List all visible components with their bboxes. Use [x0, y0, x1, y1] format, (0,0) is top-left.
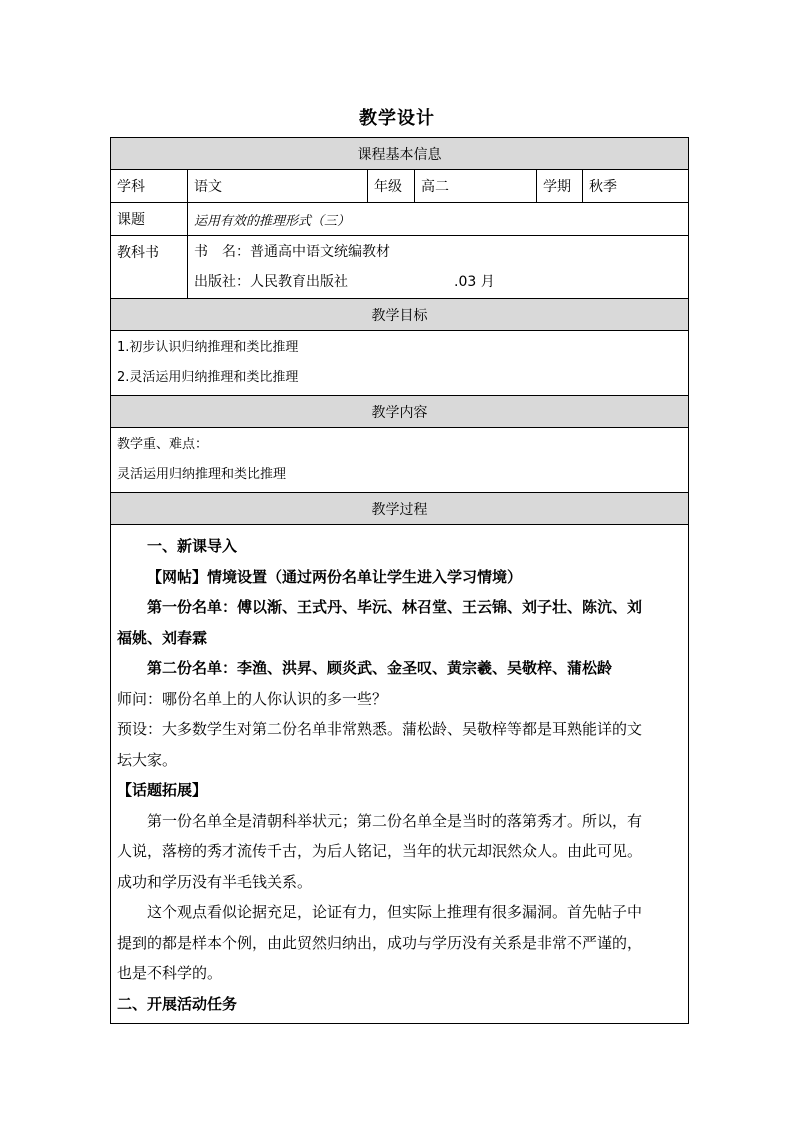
grade-value: 高二 — [415, 170, 537, 203]
subject-value: 语文 — [188, 170, 368, 203]
section-header-objectives: 教学目标 — [111, 299, 689, 331]
objective-item: 2.灵活运用归纳推理和类比推理 — [117, 370, 299, 385]
publisher: 出版社：人民教育出版社 — [194, 274, 348, 290]
scenario-line: 【网帖】情境设置（通过两份名单让学生进入学习情境） — [147, 567, 523, 586]
para1-line2: 人说，落榜的秀才流传千古，为后人铭记，当年的状元却泯然众人。由此可见。 — [117, 842, 643, 860]
term-label: 学期 — [537, 170, 583, 203]
term-value: 秋季 — [583, 170, 689, 203]
subject-label: 学科 — [111, 170, 188, 203]
process-cell — [111, 525, 689, 1024]
publisher-line — [194, 267, 682, 297]
heading-activity-task: 二、开展活动任务 — [117, 994, 238, 1013]
list-one-line2: 福姚、刘春霖 — [117, 628, 208, 647]
para2-line2: 提到的都是样本个例，由此贸然归纳出，成功与学历没有关系是非常不严谨的， — [117, 933, 643, 952]
para2-line1: 这个观点看似论据充足，论证有力，但实际上推理有很多漏洞。首先帖子中 — [147, 903, 643, 921]
book-name: 书 名：普通高中语文统编教材 — [194, 244, 390, 260]
lesson-plan-table — [110, 137, 689, 1024]
teacher-question: 师问：哪份名单上的人你认识的多一些？ — [117, 689, 388, 708]
content-value: 灵活运用归纳推理和类比推理 — [117, 467, 287, 482]
section-header-process: 教学过程 — [111, 493, 689, 525]
topic-value: 运用有效的推理形式（三） — [188, 203, 689, 236]
heading-new-lesson: 一、新课导入 — [147, 537, 238, 555]
objectives-cell — [111, 331, 689, 396]
publish-date: .03 月 — [454, 274, 495, 290]
list-two: 第二份名单：李渔、洪昇、顾炎武、金圣叹、黄宗羲、吴敬梓、蒲松龄 — [147, 659, 613, 677]
para2-line3: 也是不科学的。 — [117, 964, 223, 982]
content-label: 教学重、难点： — [117, 437, 209, 452]
heading-topic-extension: 【话题拓展】 — [117, 781, 208, 799]
para1-line1: 第一份名单全是清朝科举状元；第二份名单全是当时的落第秀才。所以，有 — [147, 811, 643, 830]
section-header-content: 教学内容 — [111, 396, 689, 428]
section-header-basic-info: 课程基本信息 — [111, 138, 689, 170]
textbook-info — [188, 236, 689, 299]
page-title: 教学设计 — [359, 108, 435, 129]
topic-label: 课题 — [111, 203, 188, 236]
preset-line1: 预设：大多数学生对第二份名单非常熟悉。蒲松龄、吴敬梓等都是耳熟能详的文 — [117, 720, 643, 738]
preset-line2: 坛大家。 — [117, 750, 178, 769]
textbook-label: 教科书 — [111, 236, 188, 299]
grade-label: 年级 — [368, 170, 415, 203]
objective-item: 1.初步认识归纳推理和类比推理 — [117, 340, 299, 355]
list-one-line1: 第一份名单：傅以渐、王式丹、毕沅、林召堂、王云锦、刘子壮、陈沆、刘 — [147, 598, 643, 616]
content-cell — [111, 428, 689, 493]
para1-line3: 成功和学历没有半毛钱关系。 — [117, 872, 313, 891]
